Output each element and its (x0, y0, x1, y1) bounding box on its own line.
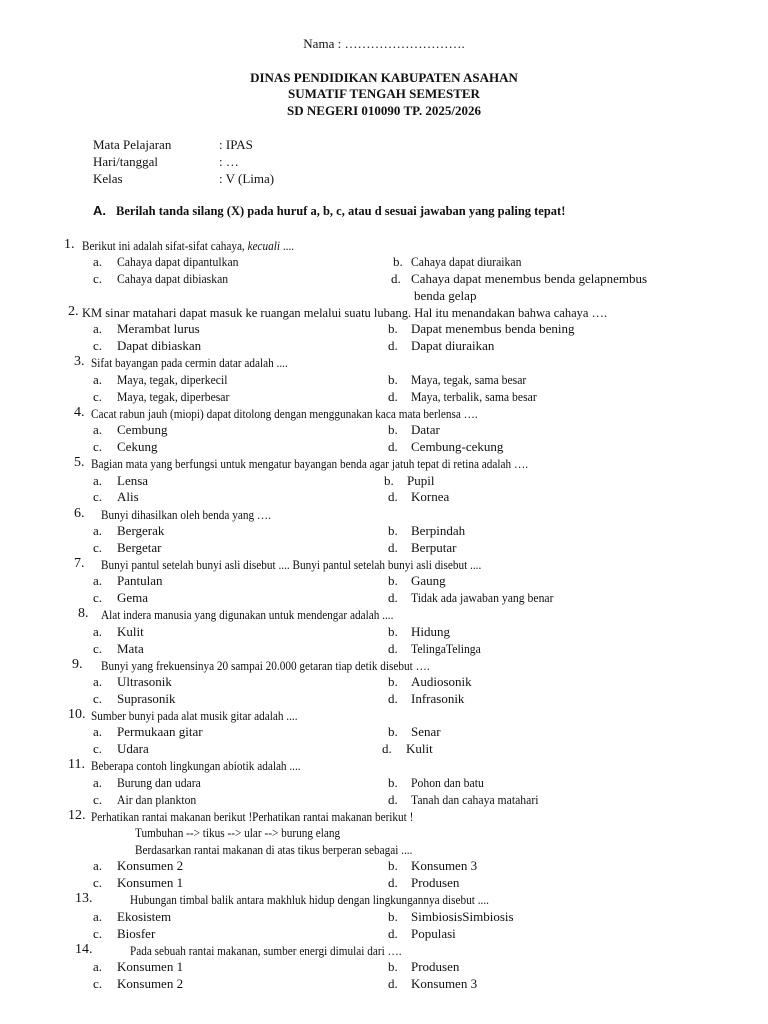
option-letter: a. (93, 254, 103, 269)
option-text: Produsen (411, 875, 460, 890)
option-text: Merambat lurus (117, 321, 200, 336)
option-letter: b. (388, 372, 398, 387)
option-text: Cembung (117, 422, 168, 437)
option-letter: c. (93, 691, 103, 706)
option-letter: a. (93, 422, 103, 437)
option-text: Kulit (406, 741, 433, 756)
option-letter: d. (388, 792, 398, 807)
option-text: Cahaya dapat dibiaskan (117, 271, 229, 286)
option-letter: c. (93, 741, 103, 756)
question-text: Bagian mata yang berfungsi untuk mengatur bayangan benda agar jatuh tepat di retina adalah …. (91, 457, 529, 471)
option-letter: b. (388, 775, 398, 790)
option-text: Datar (411, 422, 440, 437)
option-letter: d. (388, 641, 398, 656)
option-text: Cekung (117, 439, 158, 454)
option-letter: b. (388, 624, 398, 639)
option-text: Maya, terbalik, sama besar (411, 389, 537, 404)
question-number: 3. (74, 354, 85, 369)
option-letter: c. (93, 641, 103, 656)
header-office: DINAS PENDIDIKAN KABUPATEN ASAHAN (250, 70, 518, 85)
option-letter: a. (93, 573, 103, 588)
option-text: Konsumen 2 (117, 858, 184, 873)
option-text: Gema (117, 590, 149, 605)
option-text: Cembung-cekung (411, 439, 504, 454)
option-text: Biosfer (117, 926, 156, 941)
option-letter: d. (388, 338, 398, 353)
option-text: Konsumen 3 (411, 976, 478, 991)
option-text: Bergerak (117, 523, 165, 538)
subject-label: Mata Pelajaran (93, 137, 172, 152)
header-exam: SUMATIF TENGAH SEMESTER (288, 86, 480, 101)
question-text: Pada sebuah rantai makanan, sumber energi dimulai dari …. (130, 944, 402, 958)
option-text: Pohon dan batu (411, 775, 484, 790)
option-letter: d. (388, 590, 398, 605)
question-text: Perhatikan rantai makanan berikut !Perhatikan rantai makanan berikut ! (91, 810, 414, 824)
option-text: Konsumen 1 (117, 875, 184, 890)
option-text: Pupil (407, 473, 435, 488)
option-letter: d. (391, 271, 401, 286)
option-text: Gaung (411, 573, 446, 588)
option-letter: a. (93, 674, 103, 689)
option-text: Permukaan gitar (117, 724, 203, 739)
option-text: Mata (117, 641, 144, 656)
option-letter: b. (393, 254, 403, 269)
option-letter: d. (388, 439, 398, 454)
question-number: 11. (68, 757, 85, 772)
option-text: Pantulan (117, 573, 163, 588)
option-letter: b. (388, 573, 398, 588)
option-letter: b. (388, 959, 398, 974)
option-text: Konsumen 1 (117, 959, 184, 974)
header-school: SD NEGERI 010090 TP. 2025/2026 (287, 103, 481, 118)
option-letter: c. (93, 489, 103, 504)
option-letter: b. (384, 473, 394, 488)
food-chain: Tumbuhan --> tikus --> ular --> burung elang (135, 826, 341, 840)
option-text: Kulit (117, 624, 144, 639)
option-text: Produsen (411, 959, 460, 974)
question-text: Bunyi pantul setelah bunyi asli disebut .... Bunyi pantul setelah bunyi asli disebut .... (101, 558, 482, 572)
question-number: 13. (75, 891, 93, 906)
option-text: Berpindah (411, 523, 466, 538)
option-text: Dapat dibiaskan (117, 338, 202, 353)
option-letter: c. (93, 875, 103, 890)
option-letter: d. (388, 875, 398, 890)
option-letter: b. (388, 523, 398, 538)
option-text: Hidung (411, 624, 450, 639)
option-letter: c. (93, 439, 103, 454)
option-letter: c. (93, 590, 103, 605)
question-number: 2. (68, 304, 79, 319)
option-letter: a. (93, 372, 103, 387)
option-letter: c. (93, 271, 103, 286)
section-letter: A. (93, 203, 106, 218)
option-text: Senar (411, 724, 441, 739)
question-number: 8. (78, 606, 89, 621)
question-text: Alat indera manusia yang digunakan untuk mendengar adalah .... (101, 608, 394, 622)
subject-value: : IPAS (219, 137, 253, 152)
option-text: SimbiosisSimbiosis (411, 909, 514, 924)
question-text: Berikut ini adalah sifat-sifat cahaya, kecuali .... (82, 239, 295, 253)
option-letter: a. (93, 959, 103, 974)
option-letter: d. (388, 976, 398, 991)
option-letter: a. (93, 321, 103, 336)
option-text: Maya, tegak, sama besar (411, 372, 527, 387)
option-text: Konsumen 2 (117, 976, 184, 991)
question-number: 9. (72, 657, 83, 672)
option-letter: a. (93, 724, 103, 739)
option-letter: b. (388, 674, 398, 689)
question-text: Bunyi dihasilkan oleh benda yang …. (101, 508, 271, 522)
class-value: : V (Lima) (219, 171, 275, 186)
question-number: 10. (68, 707, 86, 722)
question-subtext: Berdasarkan rantai makanan di atas tikus berperan sebagai .... (135, 843, 413, 857)
class-label: Kelas (93, 171, 123, 186)
option-letter: a. (93, 775, 103, 790)
option-text: Ekosistem (117, 909, 172, 924)
option-letter: b. (388, 858, 398, 873)
option-letter: d. (388, 389, 398, 404)
question-number: 4. (74, 405, 85, 420)
option-text: Udara (117, 741, 149, 756)
option-text: Populasi (411, 926, 456, 941)
question-text: Cacat rabun jauh (miopi) dapat ditolong dengan menggunakan kaca mata berlensa …. (91, 407, 478, 421)
option-letter: d. (388, 691, 398, 706)
option-letter: a. (93, 624, 103, 639)
student-name-line: Nama : ………………………. (303, 36, 465, 51)
option-text: Suprasonik (117, 691, 176, 706)
date-label: Hari/tanggal (93, 154, 158, 169)
option-letter: d. (388, 489, 398, 504)
option-text: Ultrasonik (117, 674, 172, 689)
option-letter: b. (388, 422, 398, 437)
option-letter: d. (388, 926, 398, 941)
question-number: 5. (74, 455, 85, 470)
option-letter: b. (388, 321, 398, 336)
question-text: Sifat bayangan pada cermin datar adalah .... (91, 356, 288, 370)
option-letter: b. (388, 909, 398, 924)
option-letter: a. (93, 473, 103, 488)
option-text: Air dan plankton (117, 792, 197, 807)
option-letter: c. (93, 540, 103, 555)
option-letter: a. (93, 909, 103, 924)
option-letter: c. (93, 926, 103, 941)
option-letter: c. (93, 792, 103, 807)
option-text: Cahaya dapat dipantulkan (117, 254, 239, 269)
option-letter: a. (93, 858, 103, 873)
option-letter: a. (93, 523, 103, 538)
question-text: Beberapa contoh lingkungan abiotik adalah .... (91, 759, 301, 773)
option-letter: d. (382, 741, 392, 756)
option-text-continuation: benda gelap (414, 288, 477, 303)
option-text: TelingaTelinga (411, 641, 481, 656)
option-text: Cahaya dapat diuraikan (411, 254, 522, 269)
option-text: Infrasonik (411, 691, 465, 706)
question-text: Sumber bunyi pada alat musik gitar adalah .... (91, 709, 298, 723)
option-text: Alis (117, 489, 139, 504)
option-letter: d. (388, 540, 398, 555)
option-text: Kornea (411, 489, 450, 504)
option-text: Cahaya dapat menembus benda gelapnembus (411, 271, 648, 286)
option-text: Audiosonik (411, 674, 472, 689)
question-number: 7. (74, 556, 85, 571)
date-value: : … (219, 154, 239, 169)
option-letter: b. (388, 724, 398, 739)
option-text: Tanah dan cahaya matahari (411, 792, 539, 807)
option-letter: c. (93, 338, 103, 353)
option-letter: c. (93, 976, 103, 991)
question-text: Bunyi yang frekuensinya 20 sampai 20.000 getaran tiap detik disebut …. (101, 659, 430, 673)
option-text: Maya, tegak, diperkecil (117, 372, 228, 387)
question-number: 6. (74, 506, 85, 521)
option-text: Lensa (117, 473, 149, 488)
option-text: Burung dan udara (117, 775, 201, 790)
question-text: Hubungan timbal balik antara makhluk hidup dengan lingkungannya disebut .... (130, 893, 490, 907)
option-text: Bergetar (117, 540, 162, 555)
option-text: Tidak ada jawaban yang benar (411, 590, 554, 605)
section-instruction: Berilah tanda silang (X) pada huruf a, b, c, atau d sesuai jawaban yang paling tepat! (116, 204, 566, 218)
question-number: 1. (64, 237, 75, 252)
question-text: KM sinar matahari dapat masuk ke ruangan melalui suatu lubang. Hal itu menandakan bahwa cahaya …. (82, 306, 608, 320)
option-text: Dapat diuraikan (411, 338, 495, 353)
option-letter: c. (93, 389, 103, 404)
option-text: Maya, tegak, diperbesar (117, 389, 230, 404)
question-number: 12. (68, 808, 86, 823)
option-text: Dapat menembus benda bening (411, 321, 575, 336)
option-text: Konsumen 3 (411, 858, 478, 873)
question-number: 14. (75, 942, 93, 957)
option-text: Berputar (411, 540, 457, 555)
